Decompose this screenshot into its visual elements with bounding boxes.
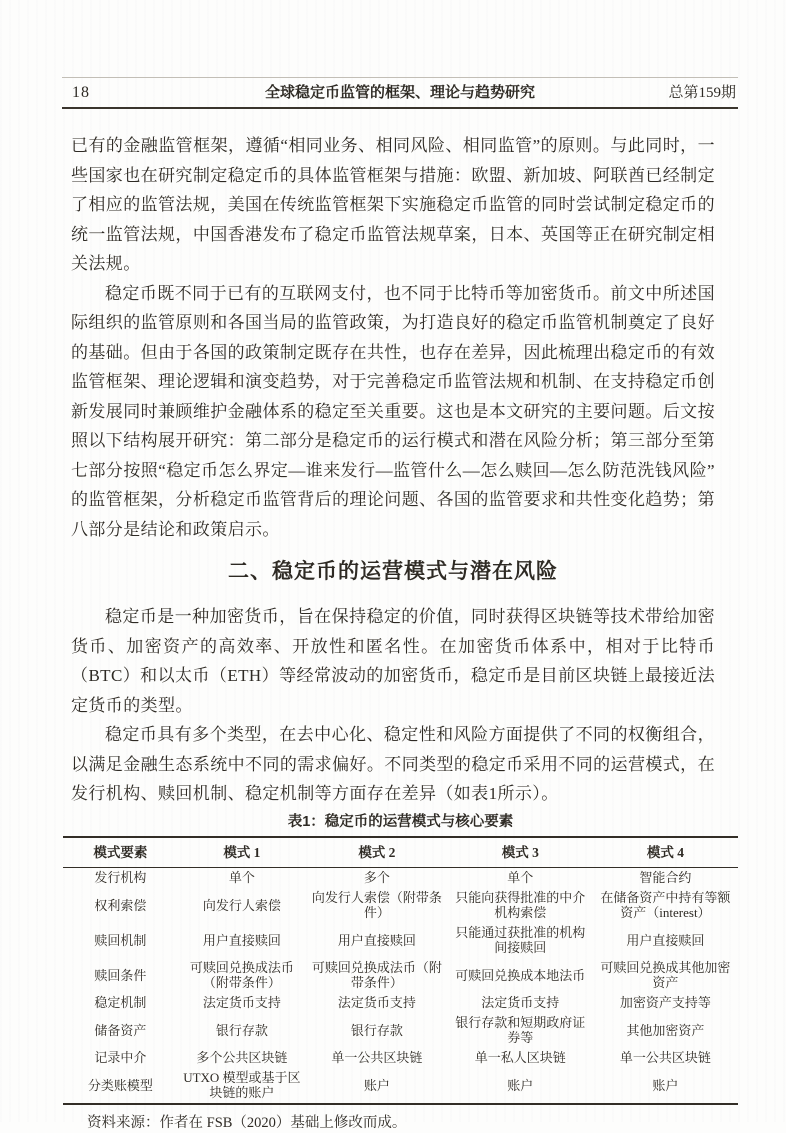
issue-label: 总第159期	[668, 85, 736, 101]
table-cell: 可赎回兑换成其他加密资产	[600, 960, 731, 990]
table-cell: 用户直接赎回	[626, 932, 705, 948]
table-cell: 多个	[363, 870, 390, 885]
table-cell: 权利索偿	[94, 897, 147, 913]
table-cell: 记录中介	[94, 1050, 147, 1065]
running-header	[62, 77, 738, 109]
table-cell: 单个	[228, 870, 255, 885]
table-cell: 账户	[652, 1077, 679, 1093]
column-header: 模式 2	[306, 837, 448, 868]
table-cell: 可赎回兑换成法币（附带条件）	[311, 960, 442, 990]
page-number: 18	[72, 84, 90, 101]
table-cell: UTXO 模型或基于区块链的账户	[183, 1070, 301, 1100]
table-cell: 向发行人索偿（附带条件）	[311, 890, 442, 920]
table-cell: 赎回条件	[94, 967, 147, 983]
table-cell: 储备资产	[94, 1022, 147, 1038]
table-cell: 银行存款	[215, 1022, 268, 1038]
table-row	[63, 867, 738, 888]
column-header: 模式要素	[63, 837, 178, 868]
table-cell: 单一公共区块链	[619, 1050, 711, 1065]
table-cell: 账户	[507, 1077, 534, 1093]
body-paragraph: 已有的金融监管框架，遵循“相同业务、相同风险、相同监管”的原则。与此同时，一些国家也在研究制定稳定币的具体监管框架与措施：欧盟、新加坡、阿联酋已经制定了相应的监管法规，美国在传统监管框架下实施稳定币监管的同时尝试制定稳定币的统一监管法规，中国香港发布了稳定币监管法规草案，日本、英国等正在研究制定相关法规。	[71, 136, 715, 273]
section-heading: 二、稳定币的运营模式与潜在风险	[228, 560, 558, 583]
table-header-row	[63, 837, 738, 868]
column-header: 模式 4	[593, 837, 738, 868]
article-body	[71, 131, 731, 1133]
table-source-note: 资料来源：作者在 FSB（2020）基础上修改而成。	[87, 1114, 407, 1131]
body-paragraph: 稳定币是一种加密货币，旨在保持稳定的价值，同时获得区块链等技术带给加密货币、加密资产的高效率、开放性和匿名性。在加密货币体系中，相对于比特币（BTC）和以太币（ETH）等经常波动的加密货币，稳定币是目前区块链上最接近法定货币的类型。	[71, 607, 715, 715]
table-cell: 用户直接赎回	[337, 932, 416, 948]
table-block	[63, 813, 738, 1133]
table-cell: 在储备资产中持有等额资产（interest）	[600, 890, 731, 920]
table-row	[63, 1068, 738, 1104]
column-header: 模式 1	[178, 837, 306, 868]
table-cell: 只能通过获批准的机构间接赎回	[455, 925, 586, 955]
table-cell: 账户	[363, 1077, 390, 1093]
table-row	[63, 993, 738, 1013]
table-cell: 用户直接赎回	[202, 932, 281, 948]
table-row	[63, 888, 738, 923]
table-cell: 法定货币支持	[481, 995, 560, 1010]
table-cell: 法定货币支持	[202, 995, 281, 1010]
running-title: 全球稳定币监管的框架、理论与趋势研究	[264, 84, 535, 101]
table-row	[63, 923, 738, 958]
table-cell: 赎回机制	[94, 932, 147, 948]
table-cell: 向发行人索偿	[202, 897, 281, 913]
table-cell: 单一公共区块链	[331, 1050, 423, 1065]
table-cell: 只能向获得批准的中介机构索偿	[455, 890, 586, 920]
running-header-row	[62, 78, 738, 109]
table-cell: 单一私人区块链	[474, 1050, 566, 1065]
body-paragraph: 稳定币既不同于已有的互联网支付，也不同于比特币等加密货币。前文中所述国际组织的监管原则和各国当局的监管政策，为打造良好的稳定币监管机制奠定了良好的基础。但由于各国的政策制定既存在共性，也存在差异，因此梳理出稳定币的有效监管框架、理论逻辑和演变趋势，对于完善稳定币监管法规和机制、在支持稳定币创新发展同时兼顾维护金融体系的稳定至关重要。这也是本文研究的主要问题。后文按照以下结构展开研究：第二部分是稳定币的运行模式和潜在风险分析；第三部分至第七部分按照“稳定币怎么界定—谁来发行—监管什么—怎么赎回—怎么防范洗钱风险”的监管框架，分析稳定币监管背后的理论问题、各国的监管要求和共性变化趋势；第八部分是结论和政策启示。	[71, 283, 715, 539]
table-row	[63, 958, 738, 993]
table-cell: 可赎回兑换成本地法币	[455, 967, 586, 983]
table-cell: 智能合约	[639, 870, 692, 885]
column-header: 模式 3	[448, 837, 593, 868]
body-paragraph: 稳定币具有多个类型，在去中心化、稳定性和风险方面提供了不同的权衡组合，以满足金融生态系统中不同的需求偏好。不同类型的稳定币采用不同的运营模式，在发行机构、赎回机制、稳定机制等方面存在差异（如表1所示）。	[71, 725, 715, 803]
stablecoin-modes-table	[63, 836, 738, 1105]
table-row	[63, 1048, 738, 1068]
table-cell: 加密资产支持等	[619, 995, 711, 1010]
table-cell: 单个	[507, 870, 534, 885]
table-cell: 其他加密资产	[626, 1022, 705, 1038]
table-cell: 发行机构	[94, 870, 147, 885]
table-cell: 银行存款	[350, 1022, 403, 1038]
table-cell: 法定货币支持	[337, 995, 416, 1010]
table-row	[63, 1013, 738, 1048]
table-cell: 多个公共区块链	[196, 1050, 288, 1065]
table-cell: 稳定机制	[94, 995, 147, 1010]
table-cell: 银行存款和短期政府证券等	[455, 1015, 586, 1045]
table-cell: 可赎回兑换成法币（附带条件）	[189, 960, 294, 990]
table-title: 表1：稳定币的运营模式与核心要素	[287, 813, 514, 830]
table-cell: 分类账模型	[87, 1077, 153, 1093]
